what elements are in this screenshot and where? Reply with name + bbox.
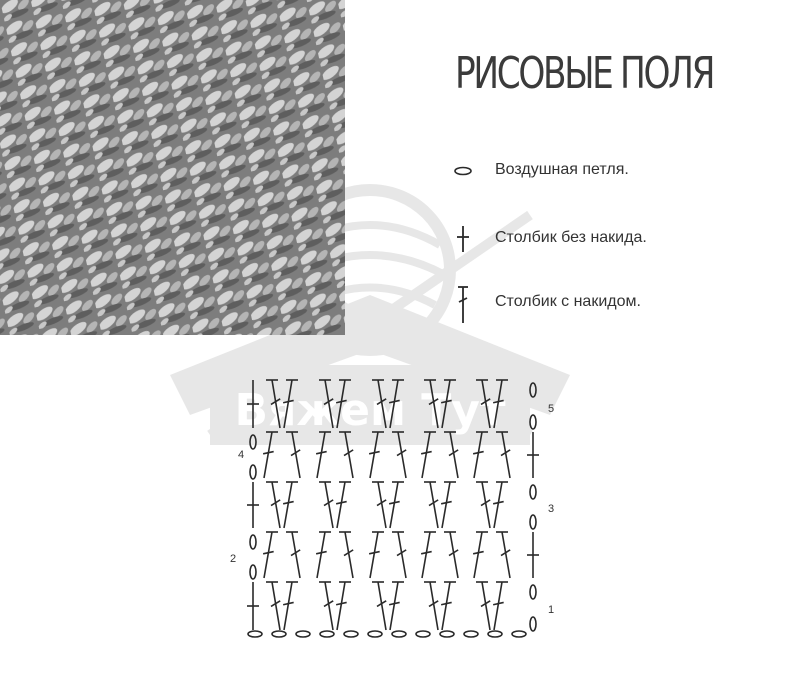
double-crochet-stitch [266,380,280,428]
chain-stitch [530,485,536,499]
chain-stitch [272,631,286,637]
double-crochet-stitch [283,380,298,428]
chain-stitch [416,631,430,637]
single-crochet-stitch [247,582,259,630]
legend-label-chain: Воздушная петля. [495,161,629,178]
row-number-5: 5 [548,403,555,415]
double-crochet-stitch [476,380,490,428]
chain-stitch [530,415,536,429]
double-crochet-stitch [266,582,280,630]
watermark-text: Вяжем Тут [234,385,506,436]
double-crochet-stitch [283,482,298,528]
double-crochet-stitch [441,482,456,528]
double-crochet-stitch [372,380,386,428]
chain-stitch [530,515,536,529]
double-crochet-stitch [339,432,353,478]
knitting-photo [0,0,345,335]
double-crochet-stitch [336,582,351,630]
double-crochet-stitch [389,582,404,630]
chain-stitch [248,631,262,637]
double-crochet-stitch [424,582,438,630]
double-crochet-stitch [319,380,333,428]
page-title: РИСОВЫЕ ПОЛЯ [455,48,714,99]
double-crochet-stitch [389,482,404,528]
double-crochet-stitch [424,482,438,528]
chain-stitch [344,631,358,637]
double-crochet-stitch [476,582,490,630]
double-crochet-stitch [493,380,508,428]
chain-stitch [530,585,536,599]
chain-stitch [488,631,502,637]
double-crochet-stitch [392,532,406,578]
double-crochet-stitch [266,482,280,528]
single-crochet-stitch [527,532,539,578]
double-crochet-stitch [369,432,384,478]
single-crochet-stitch [527,432,539,478]
double-crochet-stitch [263,532,278,578]
chain-stitch [530,617,536,631]
double-crochet-stitch [319,482,333,528]
legend-label-double-crochet: Столбик с накидом. [495,293,641,310]
chain-stitch [296,631,310,637]
double-crochet-stitch [392,432,406,478]
chain-stitch [250,565,256,579]
double-crochet-stitch [421,532,436,578]
double-crochet-stitch [476,482,490,528]
chain-stitch [440,631,454,637]
chain-stitch [320,631,334,637]
single-crochet-stitch [247,482,259,528]
row-number-3: 3 [548,503,555,515]
chain-stitch-icon [450,155,476,189]
double-crochet-stitch [424,380,438,428]
double-crochet-stitch [372,482,386,528]
double-crochet-stitch [441,582,456,630]
double-crochet-stitch [369,532,384,578]
row-number-4: 4 [238,449,245,461]
chain-stitch [464,631,478,637]
double-crochet-stitch [473,532,488,578]
double-crochet-stitch [336,482,351,528]
chain-stitch [530,383,536,397]
double-crochet-stitch [444,432,458,478]
double-crochet-stitch [316,432,331,478]
double-crochet-stitch [493,582,508,630]
legend-item-chain [440,155,770,189]
chain-stitch [250,535,256,549]
legend-label-single-crochet: Столбик без накида. [495,229,647,246]
single-crochet-stitch [247,380,259,428]
row-number-1: 1 [548,604,555,616]
row-number-2: 2 [230,553,237,565]
chain-stitch [512,631,526,637]
double-crochet-stitch [286,532,300,578]
double-crochet-stitch [316,532,331,578]
double-crochet-stitch [493,482,508,528]
chain-stitch [368,631,382,637]
double-crochet-stitch [263,432,278,478]
double-crochet-stitch [283,582,298,630]
legend-item-single-crochet [440,222,770,256]
chain-stitch [250,435,256,449]
legend-item-double-crochet [440,285,770,319]
double-crochet-icon [450,285,476,325]
double-crochet-stitch [421,432,436,478]
double-crochet-stitch [473,432,488,478]
crochet-chart [220,370,570,650]
double-crochet-stitch [286,432,300,478]
double-crochet-stitch [389,380,404,428]
double-crochet-stitch [496,532,510,578]
double-crochet-stitch [372,582,386,630]
double-crochet-stitch [339,532,353,578]
double-crochet-stitch [444,532,458,578]
single-crochet-icon [450,222,476,256]
chain-stitch [250,465,256,479]
double-crochet-stitch [336,380,351,428]
double-crochet-stitch [319,582,333,630]
double-crochet-stitch [496,432,510,478]
double-crochet-stitch [441,380,456,428]
chain-stitch [392,631,406,637]
